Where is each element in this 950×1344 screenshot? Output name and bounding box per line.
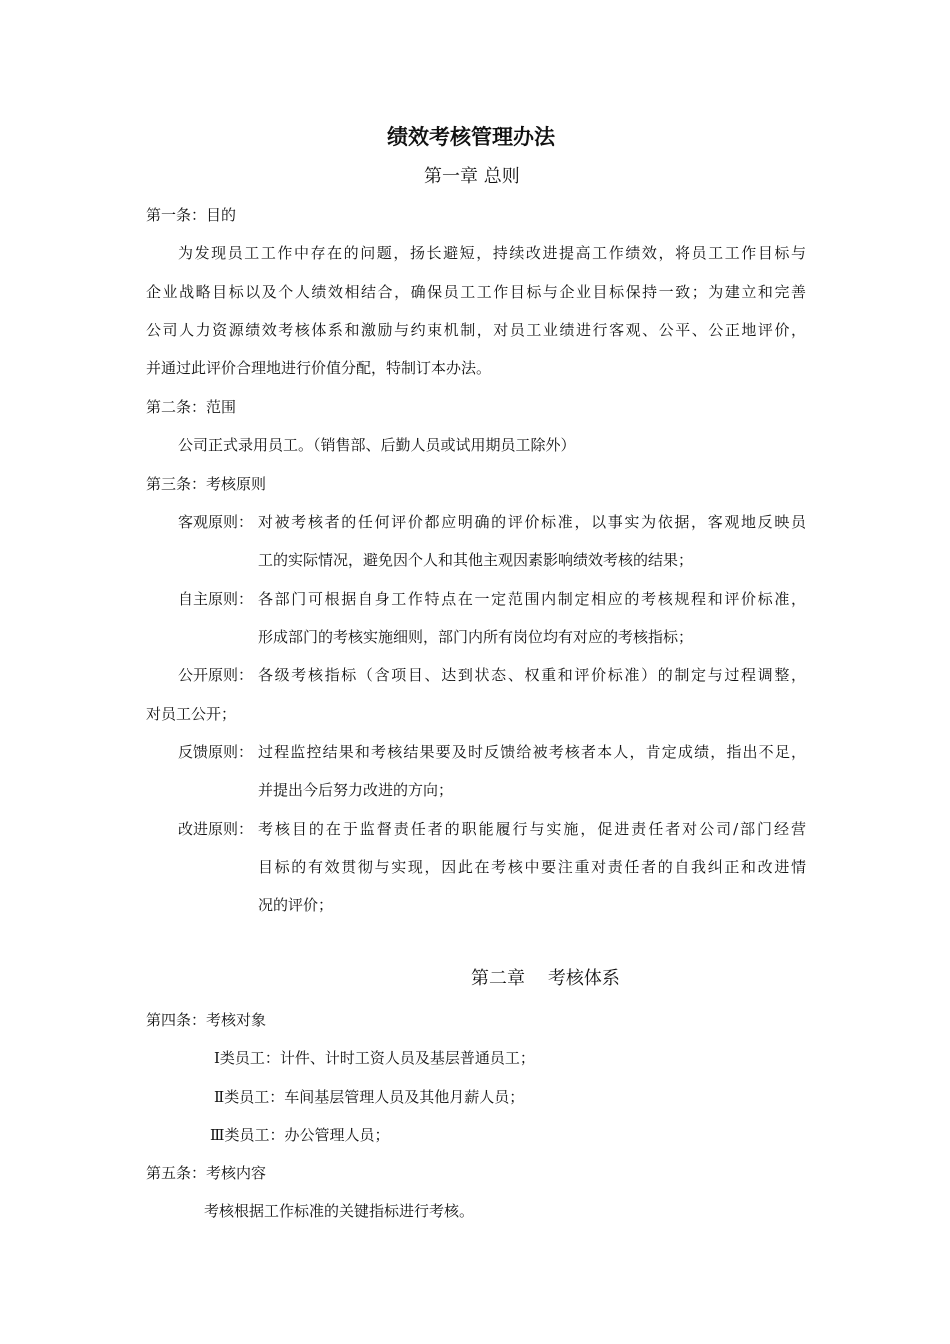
staff-class-1: Ⅰ类员工：计件、计时工资人员及基层普通员工； — [214, 1049, 535, 1067]
staff-class-2: Ⅱ类员工：车间基层管理人员及其他月薪人员； — [214, 1088, 525, 1106]
principle-improvement-line-2: 目标的有效贯彻与实现，因此在考核中要注重对责任者的自我纠正和改进情 — [258, 858, 806, 876]
article-1-heading: 第一条：目的 — [146, 206, 237, 224]
article-1-line-1: 为发现员工工作中存在的问题，扬长避短，持续改进提高工作绩效，将员工工作目标与 — [178, 244, 806, 262]
article-2-heading: 第二条：范围 — [146, 398, 237, 416]
principle-autonomy-line-1: 各部门可根据自身工作特点在一定范围内制定相应的考核规程和评价标准， — [258, 590, 806, 608]
principle-openness-line-1: 各级考核指标（含项目、达到状态、权重和评价标准）的制定与过程调整， — [258, 666, 806, 684]
principle-feedback-label: 反馈原则： — [178, 743, 254, 761]
staff-class-3: Ⅲ类员工：办公管理人员； — [210, 1126, 390, 1144]
article-3-heading: 第三条：考核原则 — [146, 475, 267, 493]
chapter-1-heading: 第一章 总则 — [424, 166, 520, 187]
principle-improvement-line-1: 考核目的在于监督责任者的职能履行与实施，促进责任者对公司/部门经营 — [258, 820, 806, 838]
article-1-line-2: 企业战略目标以及个人绩效相结合，确保员工工作目标与企业目标保持一致；为建立和完善 — [146, 283, 806, 301]
principle-objective-label: 客观原则： — [178, 513, 254, 531]
principle-autonomy-line-2: 形成部门的考核实施细则，部门内所有岗位均有对应的考核指标； — [258, 628, 694, 646]
document-title: 绩效考核管理办法 — [387, 124, 555, 149]
principle-openness-line-2: 对员工公开； — [146, 705, 237, 723]
principle-feedback-line-1: 过程监控结果和考核结果要及时反馈给被考核者本人，肯定成绩，指出不足， — [258, 743, 806, 761]
principle-improvement-line-3: 况的评价； — [258, 896, 334, 914]
article-5-heading: 第五条：考核内容 — [146, 1164, 267, 1182]
principle-improvement-label: 改进原则： — [178, 820, 254, 838]
principle-autonomy-label: 自主原则： — [178, 590, 254, 608]
article-5-text: 考核根据工作标准的关键指标进行考核。 — [204, 1202, 475, 1220]
article-1-line-3: 公司人力资源绩效考核体系和激励与约束机制，对员工业绩进行客观、公平、公正地评价， — [146, 321, 806, 339]
principle-objective-line-1: 对被考核者的任何评价都应明确的评价标准，以事实为依据，客观地反映员 — [258, 513, 806, 531]
article-4-heading: 第四条：考核对象 — [146, 1011, 267, 1029]
principle-feedback-line-2: 并提出今后努力改进的方向； — [258, 781, 454, 799]
chapter-2-heading: 第二章 考核体系 — [471, 968, 620, 989]
article-2-text: 公司正式录用员工。（销售部、后勤人员或试用期员工除外） — [178, 436, 576, 454]
principle-openness-label: 公开原则： — [178, 666, 254, 684]
principle-objective-line-2: 工的实际情况，避免因个人和其他主观因素影响绩效考核的结果； — [258, 551, 694, 569]
article-1-line-4: 并通过此评价合理地进行价值分配，特制订本办法。 — [146, 359, 492, 377]
